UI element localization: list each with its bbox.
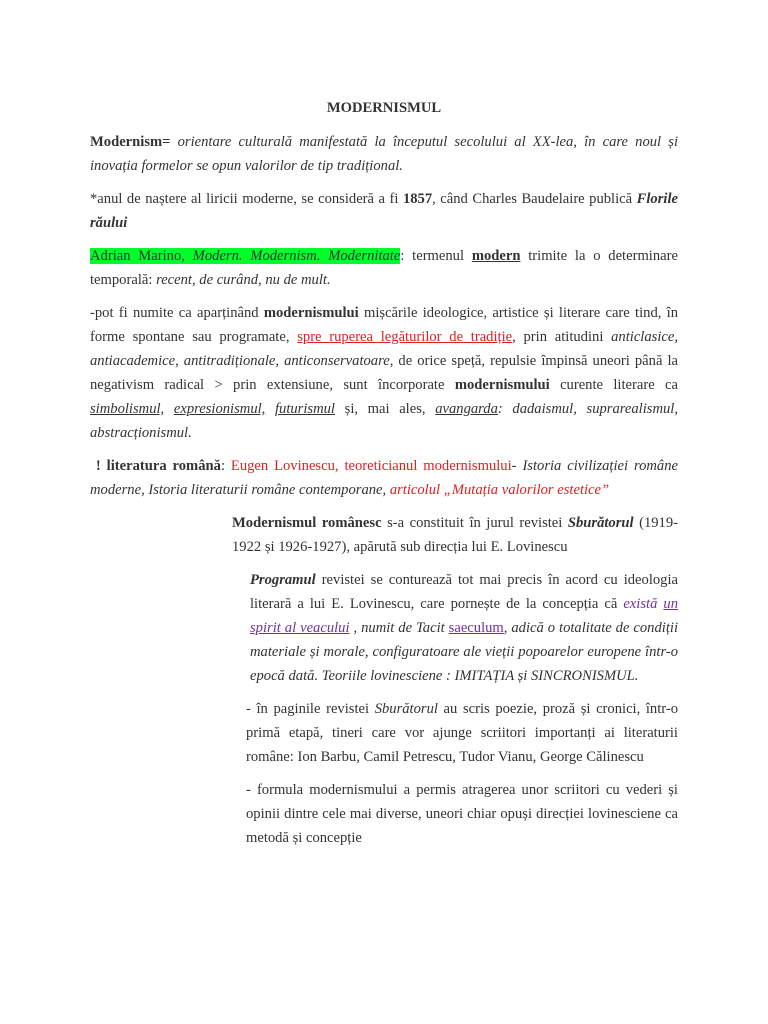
text-span: -	[511, 458, 523, 474]
highlight-exists: există	[623, 596, 658, 612]
attitudes-list: anticlasice, antiacademice, antitradiționale, anticonservatoare	[90, 329, 678, 369]
section-lead: Modernismul românesc	[232, 515, 382, 531]
text-span: :	[220, 458, 231, 474]
text-span: , de orice speță, repulsie împinsă uneori până la negativism radical > prin extensiune, sunt încorporate	[90, 353, 678, 393]
highlight-spirit-of-age: un spirit al veacului	[250, 596, 678, 636]
text-span: *anul de naștere al liricii moderne, se consideră a fi	[90, 191, 403, 207]
lovinescu-reference: Eugen Lovinescu, teoreticianul modernismului	[230, 458, 512, 474]
highlight-tradition-break: spre ruperea legăturilor de tradiție	[297, 329, 513, 345]
magazine-title: Sburătorul	[567, 515, 634, 531]
current-expressionism: expresionismul,	[173, 401, 266, 417]
text-span: - formula modernismului a permis atragerea unor scriitori cu vederi și opinii dintre cele mai diverse, uneori chiar opuși direcției lovinesciene ca metodă și concepție	[246, 782, 678, 846]
modernism-definition	[90, 130, 678, 178]
author-name: Adrian Marino,	[90, 248, 185, 264]
text-span: - în paginile revistei	[246, 701, 375, 717]
text-span: , numit de Tacit	[349, 620, 449, 636]
book-title: Florile răului	[90, 191, 678, 231]
formula-paragraph	[90, 778, 678, 850]
text-span: mișcările ideologice, artistice și literare care tind, în forme spontane sau programate,	[90, 305, 679, 345]
works-list: Istoria civilizației române moderne, Istoria literaturii române contemporane,	[90, 458, 679, 498]
text-span: : termenul	[400, 248, 472, 264]
definition-term: Modernism=	[90, 134, 171, 150]
text-span: curente literare ca	[549, 377, 678, 393]
definition-text: orientare culturală manifestată la începutul secolului al XX-lea, în care noul și inovația formelor se opun valorilor de tip tradițional.	[90, 134, 678, 174]
text-span: , când Charles Baudelaire publică	[432, 191, 637, 207]
movements-paragraph	[90, 301, 678, 445]
page-title: MODERNISMUL	[326, 100, 442, 116]
term-modern: modern	[471, 248, 521, 264]
term-modernism: modernismului	[454, 377, 550, 393]
highlighted-reference	[90, 248, 400, 264]
section-lead: Programul	[250, 572, 316, 588]
romanian-literature-paragraph	[90, 454, 678, 502]
current-symbolism: simbolismul,	[90, 401, 165, 417]
definition-quote: recent, de curând, nu de mult.	[156, 272, 331, 288]
current-futurism: futurismul	[274, 401, 335, 417]
term-saeculum: saeculum	[448, 620, 504, 636]
text-span: , adică o totalitate de condiții materiale și morale, configuratoare ale vieții popoarelor europene într-o epocă dată. Teoriile lovinesciene : IMITAȚIA și SINCRONISMUL.	[250, 620, 678, 684]
magazine-title: Sburătorul	[374, 701, 438, 717]
text-span: (1919-1922 și 1926-1927), apărută sub direcția lui E. Lovinescu	[232, 515, 678, 555]
term-modernism: modernismului	[263, 305, 359, 321]
avantgarde-list: : dadaismul, suprarealismul, abstracționismul.	[90, 401, 679, 441]
text-span: -pot fi numite ca aparținând	[90, 305, 264, 321]
text-span: au scris poezie, proză și cronici, într-o primă etapă, tineri care vor ajunge scriitori importanți ai literaturii române: Ion Barbu, Camil Petrescu, Tudor Vianu, George Călinescu	[246, 701, 678, 765]
program-paragraph	[90, 568, 678, 688]
text-span: revistei se conturează tot mai precis în acord cu ideologia literară a lui E. Lovinescu, care pornește de la concepția că	[250, 572, 678, 612]
work-title: Modern. Modernism. Modernitate	[184, 248, 401, 264]
document-page	[90, 96, 678, 859]
current-avantgarde: avangarda	[435, 401, 498, 417]
marino-paragraph	[90, 244, 678, 292]
text-span: și, mai ales,	[335, 401, 436, 417]
text-span: , prin atitudini	[512, 329, 612, 345]
birth-year-paragraph	[90, 187, 678, 235]
year-1857: 1857	[402, 191, 433, 207]
section-lead: ! literatura română	[95, 458, 221, 474]
romanian-modernism-paragraph	[90, 511, 678, 559]
article-title: articolul „Mutația valorilor estetice”	[386, 482, 610, 498]
text-span: trimite la o determinare temporală:	[90, 248, 678, 288]
text-span: s-a constituit în jurul revistei	[381, 515, 568, 531]
authors-paragraph	[90, 697, 678, 769]
